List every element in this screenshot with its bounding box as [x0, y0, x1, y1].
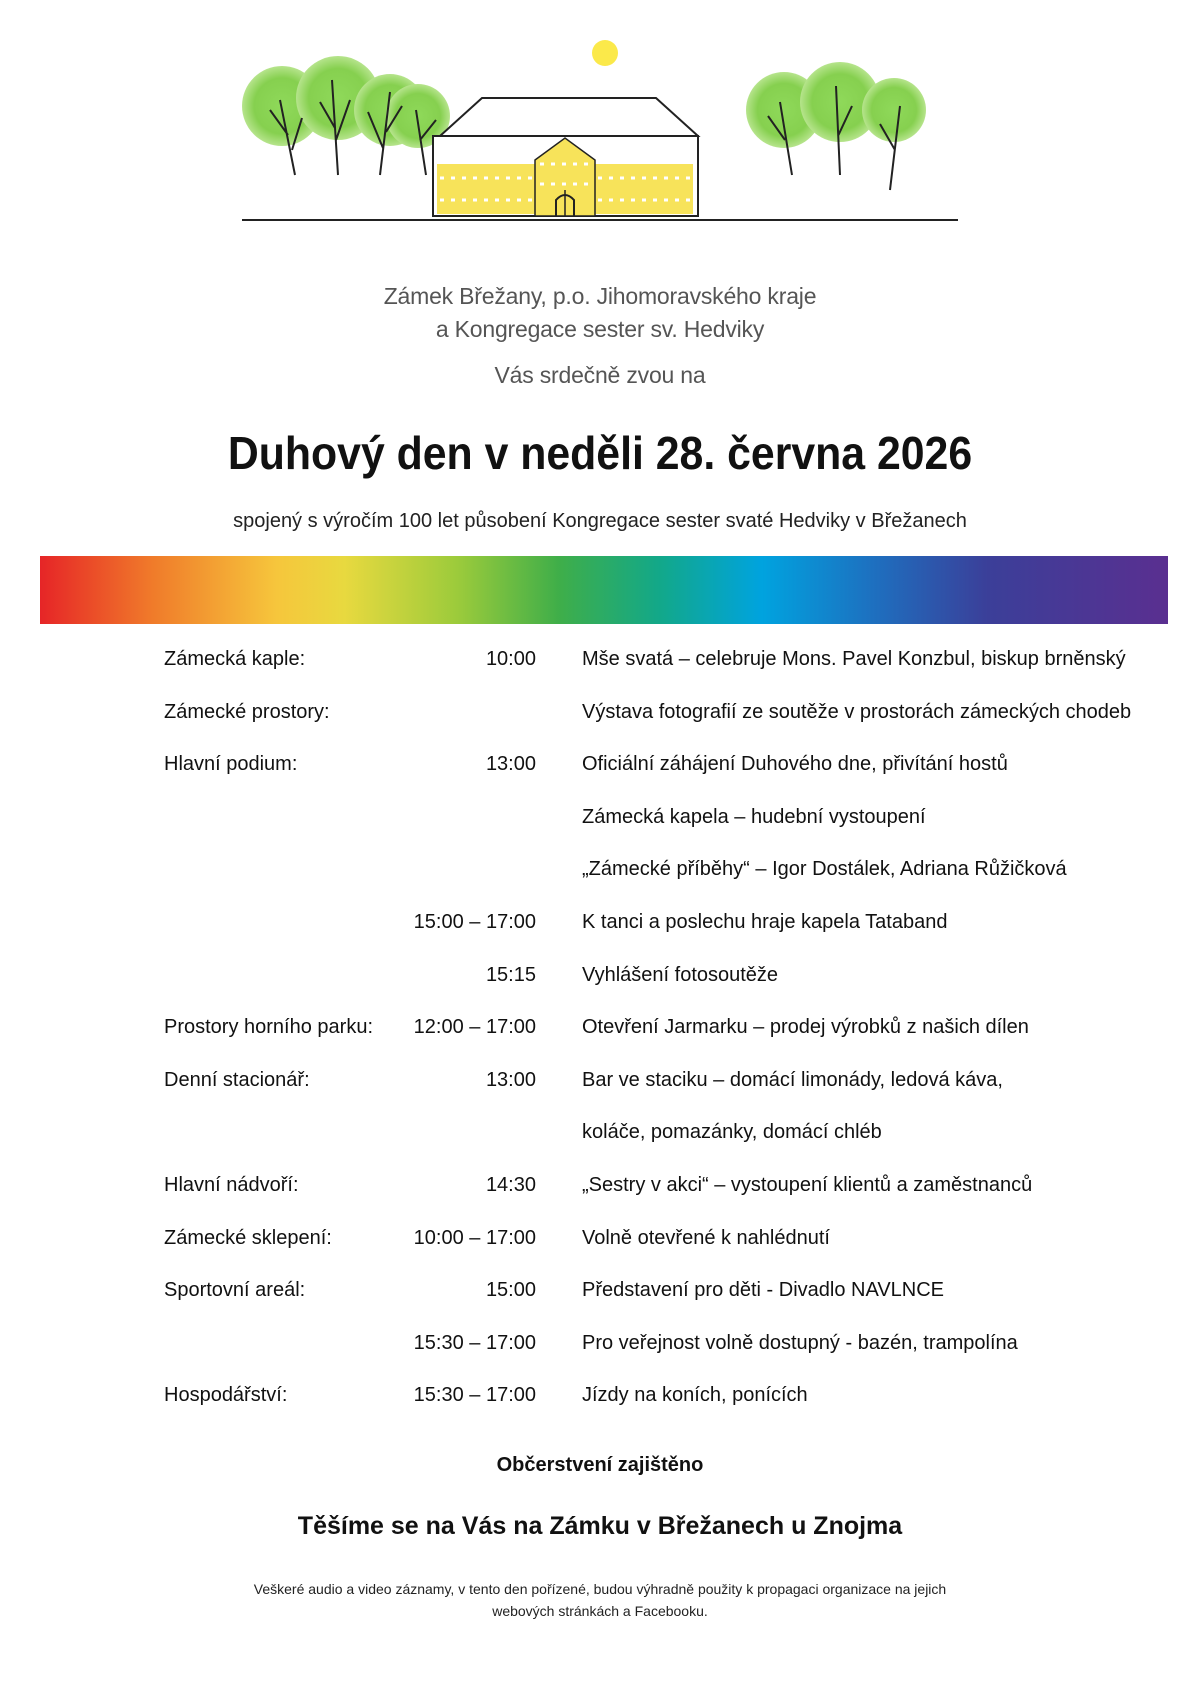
schedule-place: Hlavní podium:: [164, 753, 298, 776]
schedule-row: [0, 648, 1200, 701]
schedule-row: [0, 1227, 1200, 1280]
trees-left-icon: [242, 56, 450, 175]
schedule-event: Otevření Jarmarku – prodej výrobků z našich dílen: [582, 1016, 1029, 1039]
schedule-time: 13:00: [485, 1068, 536, 1091]
castle-building-icon: [433, 98, 698, 216]
disclaimer-line-2: webových stránkách a Facebooku.: [492, 1603, 708, 1619]
schedule-event: „Sestry v akci“ – vystoupení klientů a zaměstnanců: [582, 1173, 1033, 1196]
schedule-event: Mše svatá – celebruje Mons. Pavel Konzbul, biskup brněnský: [582, 648, 1126, 670]
schedule-row: [0, 1279, 1200, 1332]
schedule-time: 14:30: [485, 1173, 536, 1196]
schedule-place: Prostory horního parku:: [164, 1016, 373, 1039]
schedule-place: Zámecká kaple:: [164, 648, 306, 670]
schedule-row: [0, 1016, 1200, 1069]
schedule-time: 12:00 – 17:00: [413, 1016, 536, 1039]
schedule-event: Zámecká kapela – hudební vystoupení: [582, 805, 926, 828]
schedule-row: [0, 806, 1200, 859]
schedule-event: K tanci a poslechu hraje kapela Tataband: [582, 910, 948, 933]
schedule-row: [0, 1332, 1200, 1385]
schedule-time: 15:30 – 17:00: [413, 1384, 536, 1407]
schedule-row: [0, 1174, 1200, 1227]
schedule-time: 15:15: [485, 963, 536, 986]
schedule-time: 10:00 – 17:00: [413, 1226, 536, 1249]
schedule-time: 15:00: [485, 1279, 536, 1302]
schedule-event: „Zámecké příběhy“ – Igor Dostálek, Adriana Růžičková: [582, 858, 1067, 881]
schedule-event: Pro veřejnost volně dostupný - bazén, trampolína: [582, 1331, 1018, 1354]
schedule-place: Denní stacionář:: [164, 1068, 310, 1091]
schedule-row: [0, 911, 1200, 964]
welcome-message: Těšíme se na Vás na Zámku v Břežanech u Znojma: [297, 1512, 903, 1540]
schedule-place: Sportovní areál:: [164, 1279, 306, 1302]
schedule-row: [0, 1384, 1200, 1437]
organizer-line-2: a Kongregace sester sv. Hedviky: [435, 316, 765, 342]
event-subtitle: spojený s výročím 100 let působení Kongregace sester svaté Hedviky v Břežanech: [233, 510, 967, 532]
schedule-event: Vyhlášení fotosoutěže: [582, 963, 779, 986]
schedule-event: Oficiální záhájení Duhového dne, přivítání hostů: [582, 753, 1008, 776]
schedule-time: 13:00: [485, 753, 536, 776]
invitation-text: Vás srdečně zvou na: [494, 362, 706, 388]
schedule-row: [0, 753, 1200, 806]
schedule-time: 15:00 – 17:00: [413, 910, 536, 933]
schedule-place: Hospodářství:: [164, 1384, 288, 1407]
sun-icon: [592, 40, 618, 66]
castle-logo: [240, 40, 960, 250]
organizer-line-1: Zámek Břežany, p.o. Jihomoravského kraje: [383, 283, 817, 309]
refreshments-note: Občerstvení zajištěno: [496, 1454, 704, 1476]
schedule-row: [0, 858, 1200, 911]
schedule-event: Výstava fotografií ze soutěže v prostorách zámeckých chodeb: [582, 700, 1132, 723]
rainbow-banner: [40, 556, 1168, 624]
schedule-event: Představení pro děti - Divadlo NAVLNCE: [582, 1279, 945, 1302]
schedule-place: Zámecké sklepení:: [164, 1226, 332, 1249]
event-title: Duhový den v neděli 28. června 2026: [227, 427, 973, 479]
schedule-event: koláče, pomazánky, domácí chléb: [582, 1121, 882, 1144]
schedule-table: [0, 648, 1200, 1437]
schedule-place: Hlavní nádvoří:: [164, 1173, 299, 1196]
schedule-time: 10:00: [485, 648, 536, 670]
schedule-row: [0, 701, 1200, 754]
schedule-event: Volně otevřené k nahlédnutí: [582, 1226, 830, 1249]
disclaimer-line-1: Veškeré audio a video záznamy, v tento den pořízené, budou výhradně použity k propagaci organizace na jejich: [253, 1581, 947, 1597]
schedule-row: [0, 964, 1200, 1017]
schedule-place: Zámecké prostory:: [164, 700, 330, 723]
schedule-time: 15:30 – 17:00: [413, 1331, 536, 1354]
schedule-event: Jízdy na koních, ponících: [582, 1384, 808, 1407]
schedule-event: Bar ve staciku – domácí limonády, ledová káva,: [582, 1068, 1003, 1091]
schedule-row: [0, 1069, 1200, 1122]
media-disclaimer: [200, 1578, 1000, 1622]
schedule-row: [0, 1121, 1200, 1174]
trees-right-icon: [746, 62, 926, 190]
